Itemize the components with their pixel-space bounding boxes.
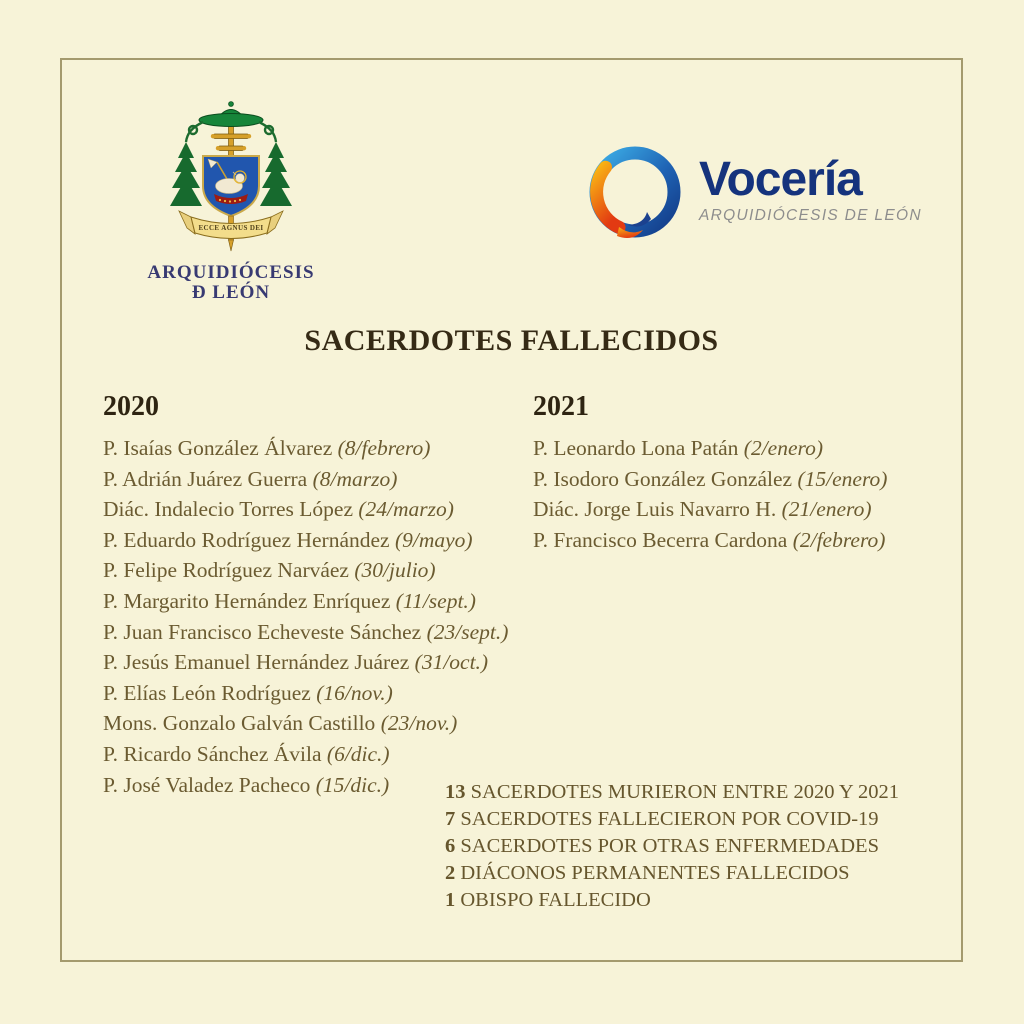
year-heading-2020: 2020 bbox=[103, 391, 159, 422]
shield-icon bbox=[203, 156, 259, 216]
death-date: (2/enero) bbox=[743, 436, 823, 460]
galero-hat-icon bbox=[199, 102, 263, 127]
death-date: (9/mayo) bbox=[394, 527, 473, 552]
crest-caption-line2: Ð LEÓN bbox=[191, 281, 271, 303]
stat-line bbox=[445, 860, 955, 887]
crest-caption bbox=[126, 263, 336, 303]
voceria-logo bbox=[583, 142, 922, 246]
deceased-name: Diác. Jorge Luis Navarro H. bbox=[533, 497, 777, 522]
deceased-name: P. José Valadez Pacheco bbox=[103, 772, 311, 797]
memorial-entry bbox=[103, 586, 543, 617]
deceased-name: P. Isaías González Álvarez bbox=[103, 436, 333, 460]
memorial-entry bbox=[533, 494, 953, 525]
deceased-name: Diác. Indalecio Torres López bbox=[103, 497, 354, 522]
deceased-name: P. Isodoro González González bbox=[533, 466, 793, 491]
deceased-name: P. Elías León Rodríguez bbox=[103, 680, 311, 705]
voceria-bubble-icon bbox=[583, 142, 683, 246]
stat-number: 7 bbox=[445, 808, 456, 830]
memorial-entry bbox=[103, 555, 543, 586]
deceased-name: P. Eduardo Rodríguez Hernández bbox=[103, 527, 390, 552]
stat-line bbox=[445, 833, 955, 860]
memorial-entry bbox=[103, 525, 543, 556]
tassels-left-icon bbox=[170, 142, 202, 206]
stat-line bbox=[445, 806, 955, 833]
archdiocese-crest bbox=[126, 96, 336, 303]
memorial-entry bbox=[533, 464, 953, 495]
deceased-list-2020 bbox=[103, 433, 543, 800]
crest-caption-line1: ARQUIDIÓCESIS bbox=[147, 262, 315, 283]
deceased-list-2021 bbox=[533, 433, 953, 555]
death-date: (24/marzo) bbox=[358, 497, 454, 522]
memorial-entry bbox=[103, 739, 543, 770]
stat-number: 2 bbox=[445, 862, 456, 884]
death-date: (15/enero) bbox=[797, 466, 888, 491]
memorial-entry bbox=[533, 525, 953, 556]
deceased-name: P. Leonardo Lona Patán bbox=[533, 436, 739, 460]
memorial-entry bbox=[103, 708, 543, 739]
death-date: (8/marzo) bbox=[312, 466, 398, 491]
death-date: (6/dic.) bbox=[326, 741, 390, 766]
year-heading-2021: 2021 bbox=[533, 391, 589, 422]
stat-text: OBISPO FALLECIDO bbox=[460, 889, 651, 911]
death-date: (23/sept.) bbox=[426, 619, 509, 644]
crest-motto: ECCE AGNUS DEI bbox=[198, 224, 264, 232]
voceria-brand-text: Vocería bbox=[699, 153, 862, 206]
stat-text: SACERDOTES FALLECIERON POR COVID-19 bbox=[460, 808, 879, 830]
death-date: (21/enero) bbox=[781, 497, 872, 522]
deceased-name: P. Jesús Emanuel Hernández Juárez bbox=[103, 650, 410, 675]
death-date: (8/febrero) bbox=[337, 436, 431, 460]
memorial-entry bbox=[103, 647, 543, 678]
stat-number: 1 bbox=[445, 889, 456, 911]
death-date: (16/nov.) bbox=[316, 680, 393, 705]
death-date: (2/febrero) bbox=[792, 527, 886, 552]
deceased-name: P. Felipe Rodríguez Narváez bbox=[103, 558, 349, 583]
column-2020 bbox=[103, 391, 543, 800]
tassels-right-icon bbox=[260, 142, 292, 206]
deceased-name: Mons. Gonzalo Galván Castillo bbox=[103, 711, 376, 736]
coat-of-arms-icon bbox=[129, 96, 333, 260]
voceria-subtitle-text: ARQUIDIÓCESIS DE LEÓN bbox=[699, 207, 922, 224]
death-date: (15/dic.) bbox=[315, 772, 390, 797]
column-2021 bbox=[533, 391, 953, 555]
voceria-wordmark bbox=[699, 153, 922, 225]
stat-text: SACERDOTES POR OTRAS ENFERMEDADES bbox=[460, 835, 879, 857]
summary-stats bbox=[445, 779, 955, 914]
death-date: (11/sept.) bbox=[395, 588, 476, 613]
stat-number: 6 bbox=[445, 835, 456, 857]
stat-number: 13 bbox=[445, 781, 466, 803]
patriarchal-cross-icon bbox=[211, 121, 251, 160]
memorial-entry bbox=[103, 494, 543, 525]
page-title: SACERDOTES FALLECIDOS bbox=[304, 324, 719, 357]
stat-line bbox=[445, 779, 955, 806]
memorial-entry bbox=[103, 678, 543, 709]
deceased-name: P. Juan Francisco Echeveste Sánchez bbox=[103, 619, 422, 644]
stat-text: SACERDOTES MURIERON ENTRE 2020 Y 2021 bbox=[470, 781, 900, 803]
death-date: (30/julio) bbox=[354, 558, 436, 583]
stat-line bbox=[445, 887, 955, 914]
stat-text: DIÁCONOS PERMANENTES FALLECIDOS bbox=[460, 862, 850, 884]
deceased-name: P. Adrián Juárez Guerra bbox=[103, 466, 308, 491]
memorial-entry bbox=[103, 433, 543, 464]
death-date: (31/oct.) bbox=[414, 650, 489, 675]
memorial-entry bbox=[103, 617, 543, 648]
memorial-entry bbox=[103, 464, 543, 495]
deceased-name: P. Ricardo Sánchez Ávila bbox=[103, 741, 322, 766]
deceased-name: P. Francisco Becerra Cardona bbox=[533, 527, 788, 552]
death-date: (23/nov.) bbox=[380, 711, 458, 736]
deceased-name: P. Margarito Hernández Enríquez bbox=[103, 588, 391, 613]
memorial-entry bbox=[533, 433, 953, 464]
